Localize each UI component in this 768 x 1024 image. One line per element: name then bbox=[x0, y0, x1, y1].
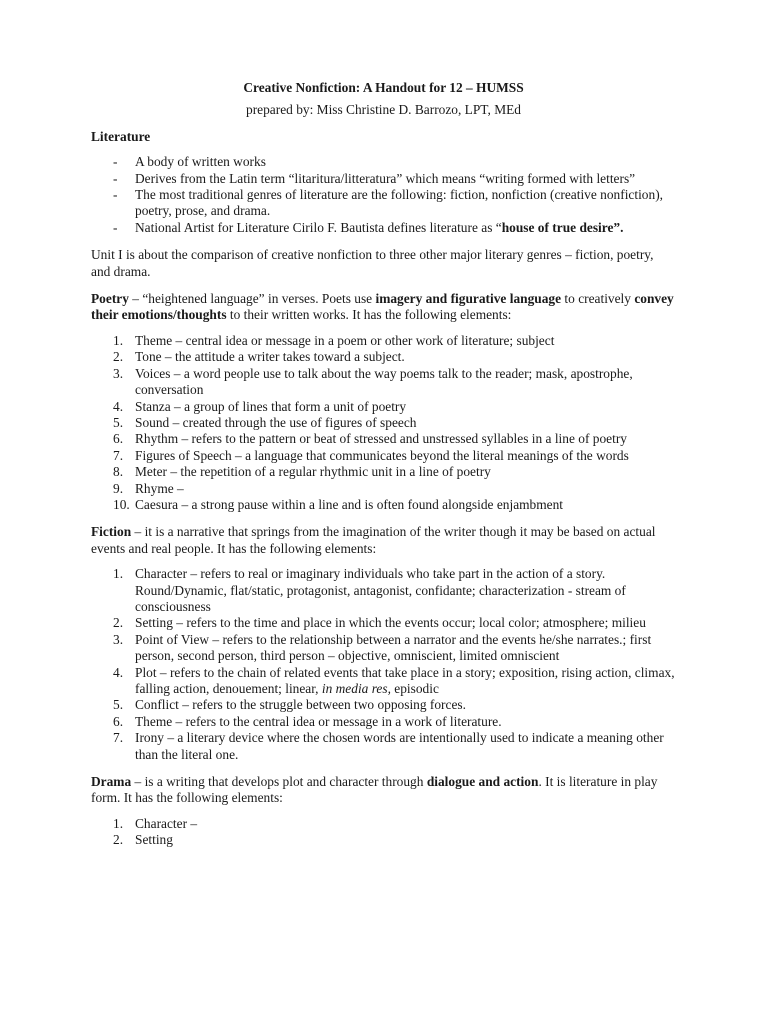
bold-phrase: convey their emotions/thoughts bbox=[91, 291, 674, 323]
drama-elements-list bbox=[113, 816, 676, 849]
page-title: Creative Nonfiction: A Handout for 12 – HUMSS bbox=[243, 80, 524, 95]
dash-bullet: - bbox=[113, 170, 118, 186]
fiction-intro: Fiction – it is a narrative that springs from the imagination of the writer though it may be based on actual events and real people. It has the following elements: bbox=[91, 524, 656, 556]
list-item: 7. Figures of Speech – a language that communicates beyond the literal meanings of the words bbox=[113, 447, 629, 463]
poetry-intro: Poetry – “heightened language” in verses. Poets use imagery and figurative language to creatively convey their emotions/thoughts to their written works. It has the following elements: bbox=[91, 291, 674, 323]
list-item: 2. Setting – refers to the time and place in which the events occur; local color; atmosphere; milieu bbox=[113, 615, 646, 631]
list-item: - A body of written works bbox=[113, 154, 266, 170]
literature-heading: Literature bbox=[91, 128, 151, 144]
drama-intro: Drama – is a writing that develops plot and character through dialogue and action. It is literature in play form. It has the following elements: bbox=[91, 774, 658, 806]
list-item: - National Artist for Literature Cirilo F. Bautista defines literature as “house of true desire”. bbox=[113, 219, 624, 235]
dash-bullet: - bbox=[113, 154, 118, 170]
literature-list bbox=[113, 154, 676, 236]
fiction-elements-list bbox=[113, 566, 676, 763]
prepared-by: prepared by: Miss Christine D. Barrozo, LPT, MEd bbox=[246, 102, 521, 118]
unit-intro: Unit I is about the comparison of creative nonfiction to three other major literary genres – fiction, poetry, and drama. bbox=[91, 247, 654, 279]
list-item: 9. Rhyme – bbox=[113, 480, 184, 496]
list-item: 7. Irony – a literary device where the chosen words are intentionally used to indicate a meaning other than the literal one. bbox=[113, 730, 664, 762]
bold-phrase: dialogue and action bbox=[426, 774, 539, 790]
list-item: - The most traditional genres of literature are the following: fiction, nonfiction (creative nonfiction), poetry, prose, and drama. bbox=[113, 187, 664, 219]
list-item: 5. Conflict – refers to the struggle between two opposing forces. bbox=[113, 697, 466, 713]
fiction-label: Fiction bbox=[91, 524, 132, 540]
poetry-label: Poetry bbox=[91, 291, 129, 307]
list-item: 2. Tone – the attitude a writer takes toward a subject. bbox=[113, 349, 405, 365]
list-item: 3. Voices – a word people use to talk about the way poems talk to the reader; mask, apostrophe, conversation bbox=[113, 365, 633, 398]
dash-bullet: - bbox=[113, 219, 118, 235]
list-item: 4. Plot – refers to the chain of related events that take place in a story; exposition, rising action, climax, falling action, denouement; linear, in media res, episodic bbox=[113, 664, 675, 696]
dash-bullet: - bbox=[113, 187, 118, 203]
list-item: 10. Caesura – a strong pause within a line and is often found alongside enjambment bbox=[113, 496, 564, 512]
list-item: 6. Theme – refers to the central idea or message in a work of literature. bbox=[113, 713, 502, 729]
bold-phrase: house of true desire”. bbox=[501, 219, 624, 235]
italic-phrase: in media res, bbox=[321, 681, 391, 696]
list-item: 1. Theme – central idea or message in a poem or other work of literature; subject bbox=[113, 332, 555, 348]
list-item: 1. Character – bbox=[113, 815, 198, 831]
bold-phrase: imagery and figurative language bbox=[375, 291, 562, 307]
list-item: 2. Setting bbox=[113, 832, 173, 848]
drama-label: Drama bbox=[91, 774, 132, 790]
list-item: 6. Rhythm – refers to the pattern or beat of stressed and unstressed syllables in a line of poetry bbox=[113, 431, 627, 447]
poetry-elements-list bbox=[113, 333, 676, 513]
list-item: 4. Stanza – a group of lines that form a unit of poetry bbox=[113, 398, 407, 414]
list-item: - Derives from the Latin term “litaritura/litteratura” which means “writing formed with letters” bbox=[113, 170, 636, 186]
list-item: 5. Sound – created through the use of figures of speech bbox=[113, 414, 417, 430]
list-item: 8. Meter – the repetition of a regular rhythmic unit in a line of poetry bbox=[113, 464, 491, 480]
list-item: 3. Point of View – refers to the relationship between a narrator and the events he/she narrates.; first person, second person, third person – objective, omniscient, limited omniscient bbox=[113, 631, 652, 664]
list-item: 1. Character – refers to real or imaginary individuals who take part in the action of a story. Round/Dynamic, flat/static, protagonist, antagonist, confidante; characterization - stream of consciousness bbox=[113, 566, 626, 614]
